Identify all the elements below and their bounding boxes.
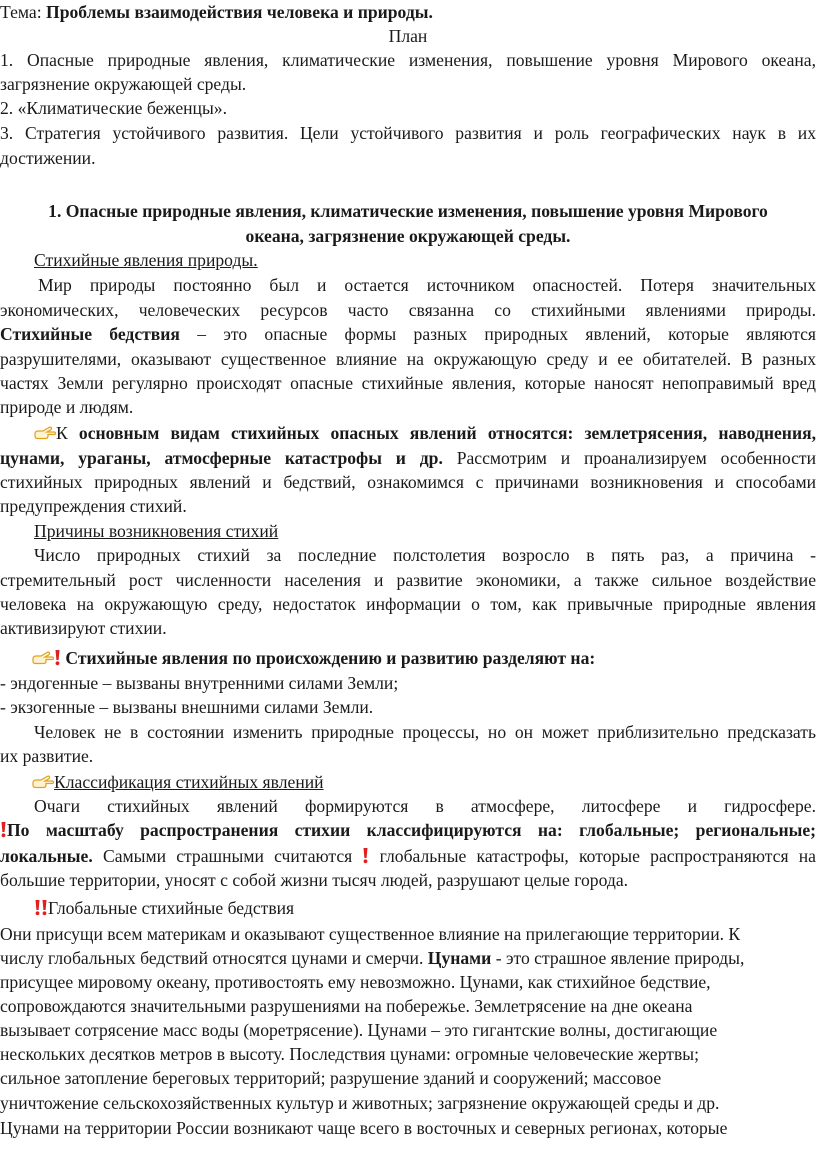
pointing-hand-icon [34,426,56,440]
paragraph-line: человека на окружающую среду, недостаток информации о том, как привычные природные явления [0,594,816,614]
paragraph-line: природе и людям. [0,397,134,417]
paragraph-text: - это страшное явление природы, [491,948,745,968]
paragraph-line [0,946,816,970]
plan-item-1-cont: загрязнение окружающей среды. [0,74,247,94]
paragraph-line: сопровождаются значительными разрушениями на побережье. Землетрясение на дне океана [0,996,693,1016]
topic-label: Тема: [0,2,42,22]
paragraph-line: их развитие. [0,746,94,766]
plan-heading: План [388,26,428,46]
paragraph-line: вызывает сотрясение масс воды (моретрясение). Цунами – это гигантские волны, достигающие [0,1020,718,1040]
subheading-classification: Классификация стихийных явлений [54,772,324,792]
key-types-text: цунами, ураганы, атмосферные катастрофы и др. [0,448,443,468]
paragraph-line: активизируют стихии. [0,618,167,638]
pointing-hand-icon [32,775,54,789]
scale-classification-text: локальные. [0,846,93,866]
paragraph-line [32,646,816,670]
plan-item-3: 3. Стратегия устойчивого развития. Цели устойчивого развития и роль географических наук в их [0,123,816,143]
plan-item-3-cont: достижении. [0,148,96,168]
paragraph-line: Они присущи всем материкам и оказывают существенное влияние на прилегающие территории. К [0,924,741,944]
paragraph-text: числу глобальных бедствий относятся цунами и смерчи. [0,948,428,968]
paragraph-line: большие территории, уносят с собой жизни тысяч людей, разрушают целые города. [0,870,629,890]
paragraph-text: – это опасные формы разных природных явлений, которые являются [179,324,816,344]
list-item: - экзогенные – вызваны внешними силами Земли. [0,697,374,717]
subheading-global-disasters: Глобальные стихийные бедствия [48,898,295,918]
paragraph-line [34,421,816,445]
paragraph-text: Самыми страшными считаются [92,846,363,866]
topic-title: Проблемы взаимодействия человека и природы. [46,2,433,22]
paragraph-line [0,818,816,842]
exclamation-icon [54,649,61,666]
term-natural-disasters: Стихийные бедствия [0,324,180,344]
paragraph-line: предупреждения стихий. [0,496,187,516]
pointing-hand-icon [32,651,54,665]
scale-classification-text: По масштабу распространения стихии классифицируются на: глобальные; региональные; [7,820,816,840]
paragraph-line: Число природных стихий за последние полстолетия возросло в пять раз, а причина - [34,545,816,565]
subheading-causes: Причины возникновения стихий [34,521,279,541]
paragraph-line: Мир природы постоянно был и остается источником опасностей. Потеря значительных [38,275,816,295]
section-heading: 1. Опасные природные явления, климатические изменения, повышение уровня Мирового [48,201,768,221]
paragraph-line: уничтожение сельскохозяйственных культур и животных; загрязнение окружающей среды и др. [0,1093,720,1113]
paragraph-line [0,322,816,346]
paragraph-line: сильное затопление береговых территорий; разрушение зданий и сооружений; массовое [0,1068,662,1088]
paragraph-line: присущее мировому океану, противостоять ему невозможно. Цунами, как стихийное бедствие, [0,972,711,992]
plan-item-2: 2. «Климатические беженцы». [0,98,227,118]
exclamation-icon [34,899,41,916]
paragraph-line: стремительный рост численности населения и развитие экономики, а также сильное воздействие [0,570,816,590]
key-types-text: основным видам стихийных опасных явлений относятся: землетрясения, наводнения, [78,423,816,443]
subheading-natural-phenomena: Стихийные явления природы. [34,250,258,270]
paragraph-line: стихийных природных явлений и бедствий, ознакомимся с причинами возникновения и способами [0,472,816,492]
list-item: - эндогенные – вызваны внутренними силами Земли; [0,673,399,693]
paragraph-text: глобальные катастрофы, которые распространяются на [379,846,816,866]
paragraph-text: К [56,423,79,443]
paragraph-line: разрушителями, оказывают существенное влияние на окружающую среду и ее обитателей. В разных [0,349,816,369]
section-heading-cont: океана, загрязнение окружающей среды. [245,226,571,246]
subheading-line [34,896,734,920]
paragraph-line: экономических, человеческих ресурсов часто связанна со стихийными явлениями природы. [0,300,816,320]
subheading-line [32,770,732,794]
paragraph-line: нескольких десятков метров в высоту. Последствия цунами: огромные человеческие жертвы; [0,1044,700,1064]
paragraph-line [0,446,816,470]
topic-line [0,0,816,24]
exclamation-icon [0,821,7,838]
exclamation-icon [362,847,369,864]
term-tsunami: Цунами [427,948,492,968]
plan-item-1: 1. Опасные природные явления, климатические изменения, повышение уровня Мирового океана, [0,50,816,70]
paragraph-line: частях Земли регулярно происходят опасные стихийные явления, которые наносят непоправимый вред [0,373,816,393]
classification-heading: Стихийные явления по происхождению и развитию разделяют на: [65,648,596,668]
paragraph-line: Цунами на территории России возникают чаще всего в восточных и северных регионах, которые [0,1118,728,1138]
paragraph-line [0,844,816,868]
paragraph-line: Человек не в состоянии изменить природные процессы, но он может приблизительно предсказать [34,722,816,742]
paragraph-line: Очаги стихийных явлений формируются в атмосфере, литосфере и гидросфере. [34,796,816,816]
paragraph-text: Рассмотрим и проанализируем особенности [442,448,816,468]
exclamation-icon [41,899,48,916]
